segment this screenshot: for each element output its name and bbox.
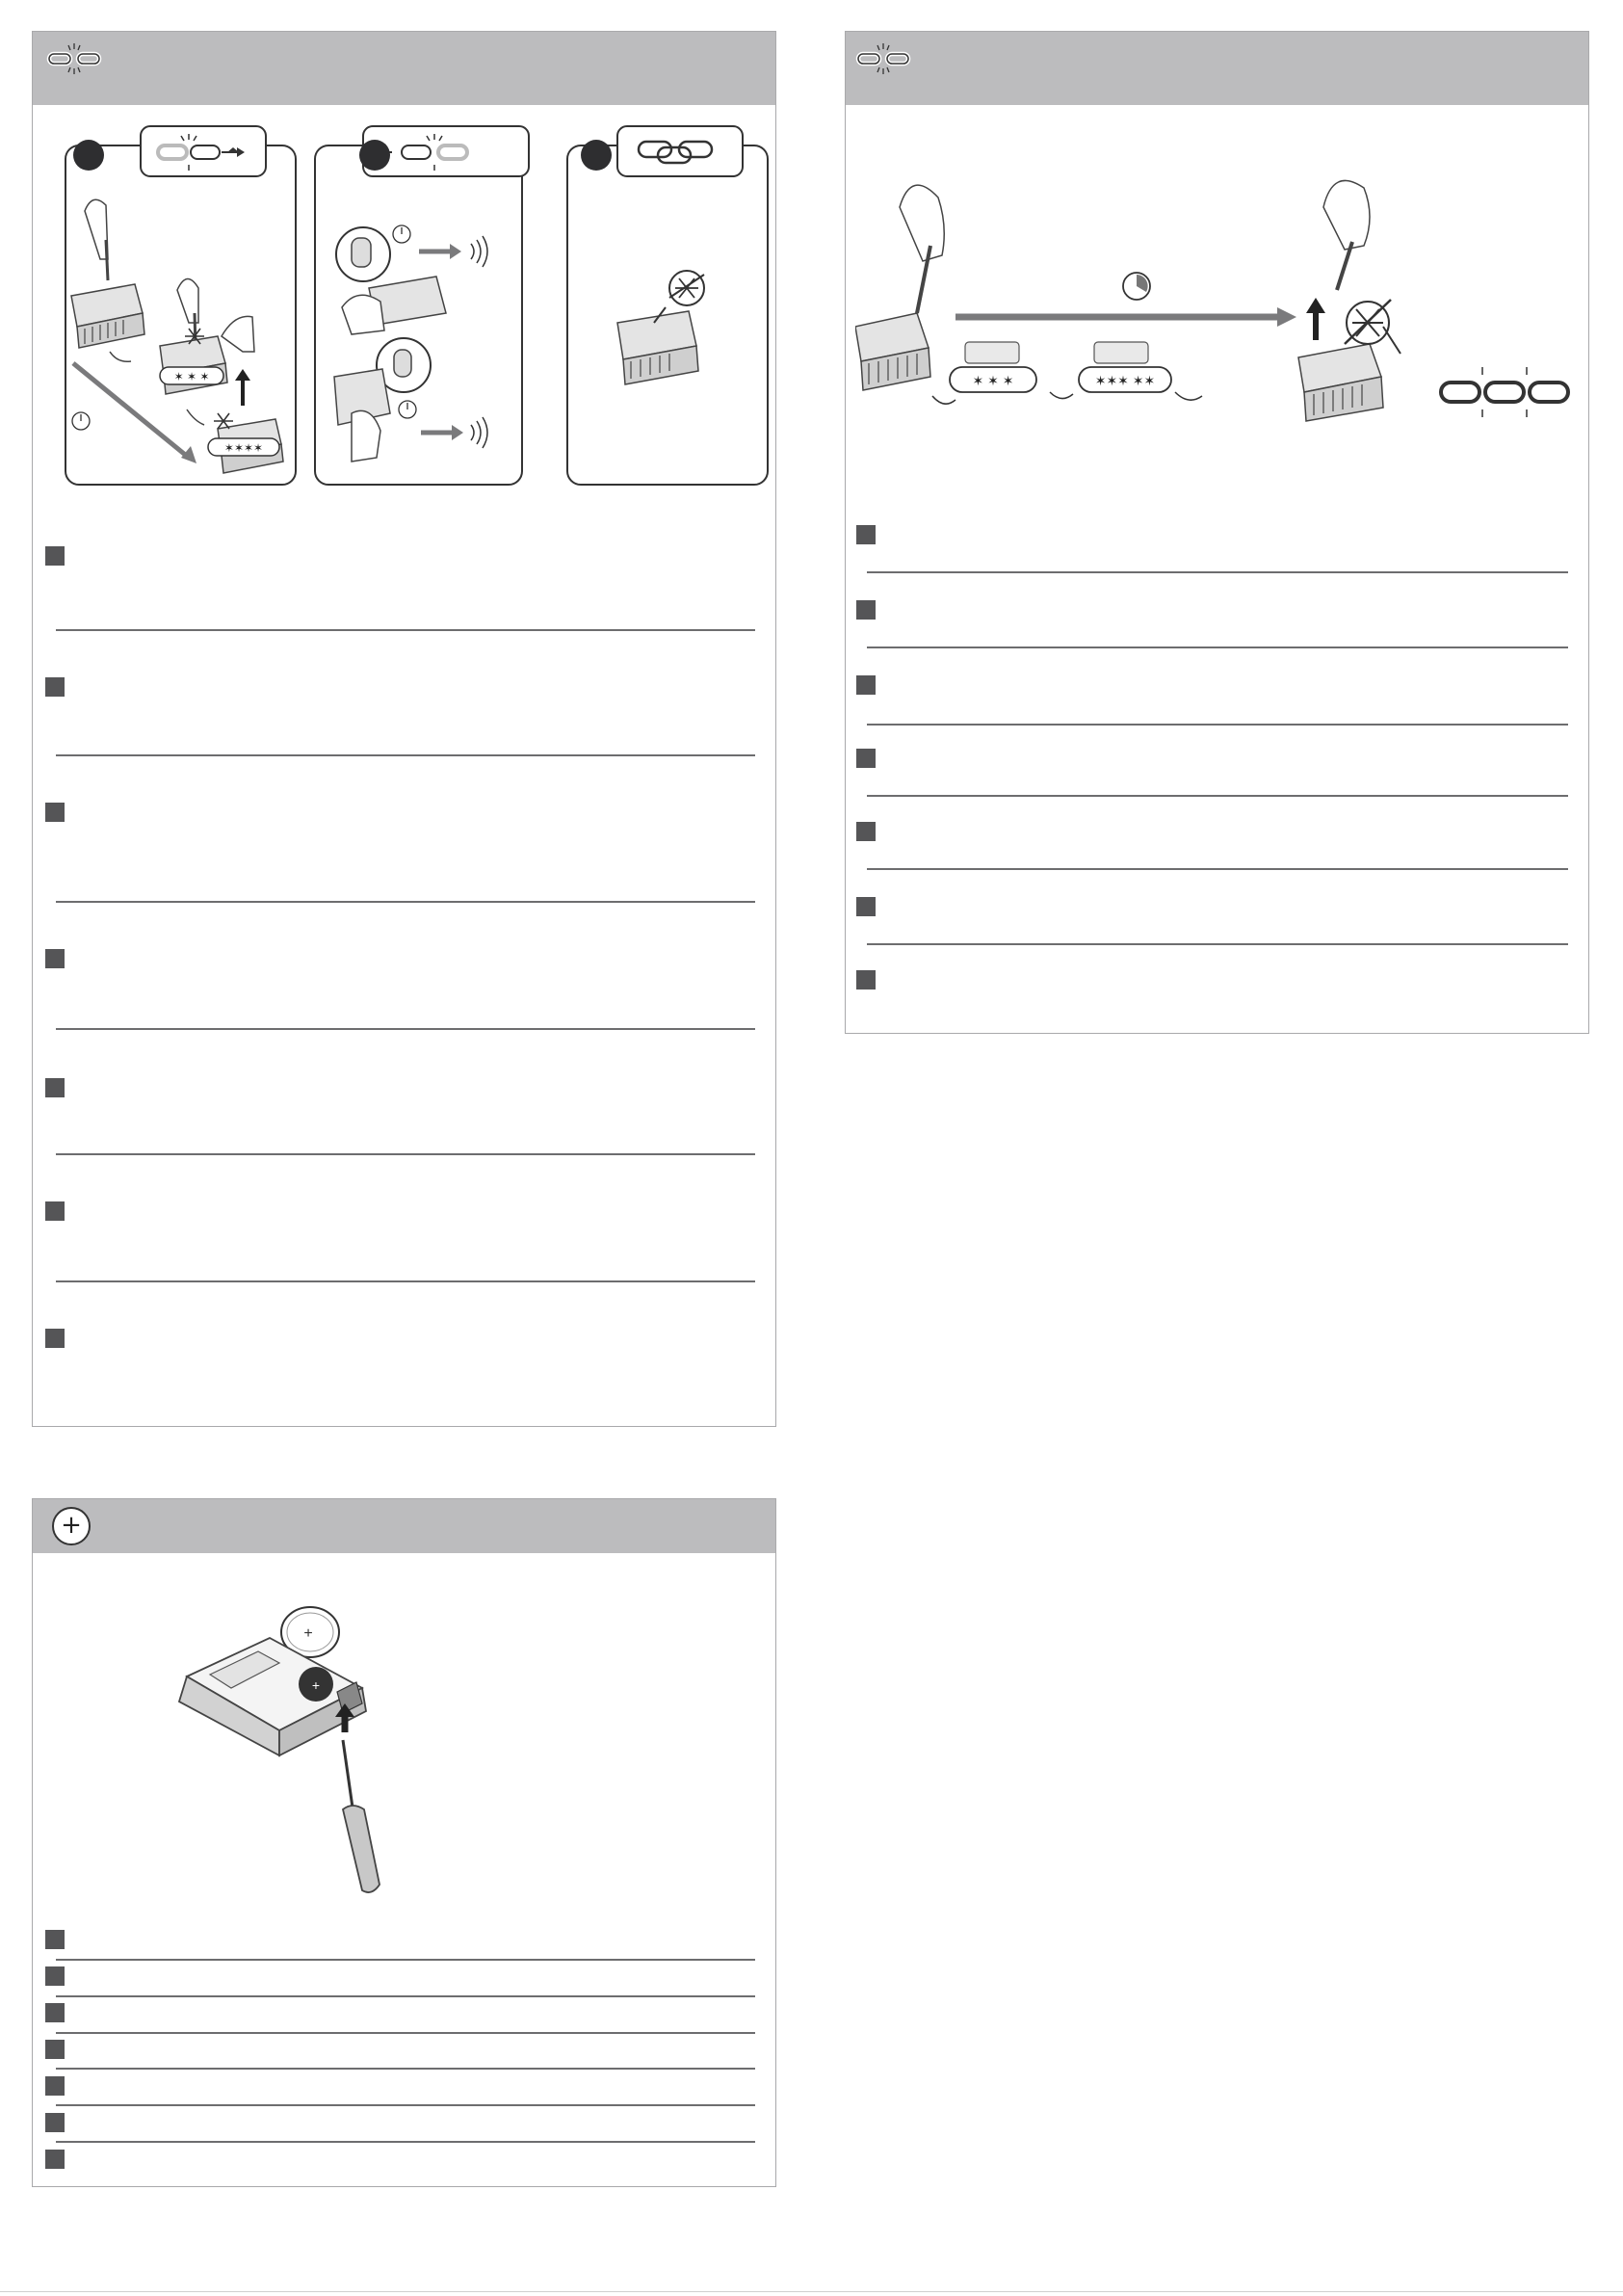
step-marker (45, 2040, 65, 2059)
pairing-figure-2 (313, 124, 557, 488)
slow-blink-label: ✶ ✶ ✶ (173, 370, 210, 383)
step-marker (45, 1201, 65, 1221)
step-marker (45, 2150, 65, 2169)
step-divider (56, 754, 755, 756)
pairing-panel-header (33, 32, 775, 105)
step-marker (45, 803, 65, 822)
battery-plus-icon: + (52, 1507, 91, 1545)
slow-blink-label: ✶ ✶ ✶ (972, 373, 1014, 388)
battery-cover-label: + (311, 1677, 321, 1693)
step-divider (56, 1959, 755, 1961)
step-marker (856, 970, 876, 990)
step-marker (856, 822, 876, 841)
step-badge-3 (581, 140, 612, 171)
step-marker (856, 897, 876, 916)
step-badge-2 (359, 140, 390, 171)
step-divider (56, 629, 755, 631)
chain-link-pairing-icon (46, 41, 104, 81)
step-marker (45, 2113, 65, 2132)
step-marker (45, 1966, 65, 1986)
step-divider (867, 571, 1568, 573)
pairing-panel (32, 31, 776, 1427)
step-divider (56, 901, 755, 903)
fast-blink-label: ✶✶✶ ✶✶ (1094, 373, 1156, 388)
reset-panel (845, 31, 1589, 1034)
step-divider (56, 1153, 755, 1155)
step-marker (45, 1930, 65, 1949)
step-marker (856, 600, 876, 620)
reset-panel-header (846, 32, 1588, 105)
step-divider (867, 647, 1568, 648)
step-divider (56, 2104, 755, 2106)
step-marker (856, 675, 876, 695)
fast-blink-label: ✶✶✶✶ (223, 441, 264, 455)
battery-figure (173, 1596, 424, 1923)
step-marker (45, 949, 65, 968)
chain-link-pairing-icon (855, 41, 913, 81)
step-badge-1 (73, 140, 104, 171)
step-divider (56, 2068, 755, 2070)
step-marker (45, 546, 65, 566)
battery-panel-header (33, 1499, 775, 1553)
battery-panel (32, 1498, 776, 2187)
step-marker (45, 1329, 65, 1348)
step-marker (856, 749, 876, 768)
step-divider (56, 2032, 755, 2034)
step-divider (56, 2141, 755, 2143)
step-divider (56, 1280, 755, 1282)
step-divider (867, 943, 1568, 945)
battery-cell-label: + (303, 1625, 313, 1642)
step-divider (867, 724, 1568, 726)
pairing-figure-3 (535, 124, 772, 488)
step-divider (867, 795, 1568, 797)
step-divider (56, 1995, 755, 1997)
pairing-figure-1 (64, 124, 298, 488)
reset-figure (855, 169, 1578, 429)
step-divider (56, 1028, 755, 1030)
step-marker (45, 2003, 65, 2022)
step-marker (45, 677, 65, 697)
page-footer-line (0, 2291, 1623, 2292)
step-divider (867, 868, 1568, 870)
step-marker (856, 525, 876, 544)
step-marker (45, 2076, 65, 2096)
step-marker (45, 1078, 65, 1097)
